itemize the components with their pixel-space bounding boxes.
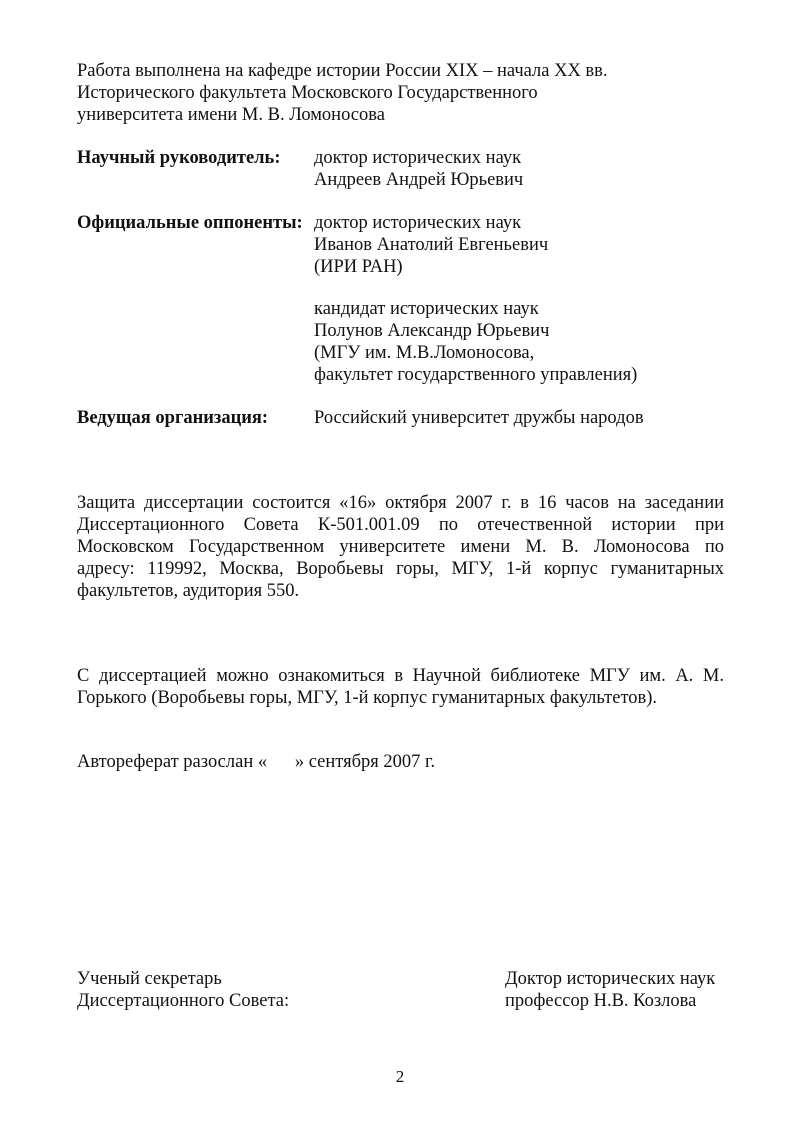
secretary-title-1: Ученый секретарь bbox=[77, 969, 222, 989]
opponent-1-degree: доктор исторических наук bbox=[314, 213, 522, 233]
library-line: Горького (Воробьевы горы, МГУ, 1-й корпус гуманитарных факультетов). bbox=[77, 688, 658, 708]
library-paragraph bbox=[77, 665, 724, 709]
library-line: С диссертацией можно ознакомиться в Научной библиотеке МГУ им. А. М. bbox=[77, 666, 724, 686]
secretary-name: профессор Н.В. Козлова bbox=[505, 991, 697, 1011]
secretary-degree: Доктор исторических наук bbox=[505, 969, 716, 989]
opponents-label: Официальные оппоненты: bbox=[77, 213, 303, 233]
defense-paragraph bbox=[77, 492, 724, 602]
opponent-2-faculty: факультет государственного управления) bbox=[314, 365, 638, 385]
defense-line: факультетов, аудитория 550. bbox=[77, 581, 300, 601]
header-line-3: университета имени М. В. Ломоносова bbox=[77, 105, 385, 125]
defense-line: Московском Государственном университете имени М. В. Ломоносова по bbox=[77, 537, 724, 557]
supervisor-name: Андреев Андрей Юрьевич bbox=[314, 170, 524, 190]
defense-line: Диссертационного Совета К-501.001.09 по отечественной истории при bbox=[77, 515, 724, 535]
opponent-2-name: Полунов Александр Юрьевич bbox=[314, 321, 550, 341]
secretary-title-2: Диссертационного Совета: bbox=[77, 991, 290, 1011]
supervisor-degree: доктор исторических наук bbox=[314, 148, 522, 168]
opponent-2-affiliation: (МГУ им. М.В.Ломоносова, bbox=[314, 343, 535, 363]
opponent-2-degree: кандидат исторических наук bbox=[314, 299, 539, 319]
leading-org-label: Ведущая организация: bbox=[77, 408, 269, 428]
leading-org-value: Российский университет дружбы народов bbox=[314, 408, 644, 428]
defense-line: Защита диссертации состоится «16» октября 2007 г. в 16 часов на заседании bbox=[77, 493, 724, 513]
defense-line: адресу: 119992, Москва, Воробьевы горы, МГУ, 1-й корпус гуманитарных bbox=[77, 559, 724, 579]
opponent-1-name: Иванов Анатолий Евгеньевич bbox=[314, 235, 549, 255]
header-line-1: Работа выполнена на кафедре истории России XIX – начала XX вв. bbox=[77, 61, 608, 81]
mailing-date: Автореферат разослан « » сентября 2007 г. bbox=[77, 752, 436, 772]
opponent-1-affiliation: (ИРИ РАН) bbox=[314, 257, 403, 277]
supervisor-label: Научный руководитель: bbox=[77, 148, 281, 168]
header-line-2: Исторического факультета Московского Государственного bbox=[77, 83, 538, 103]
page-number: 2 bbox=[395, 1067, 405, 1086]
